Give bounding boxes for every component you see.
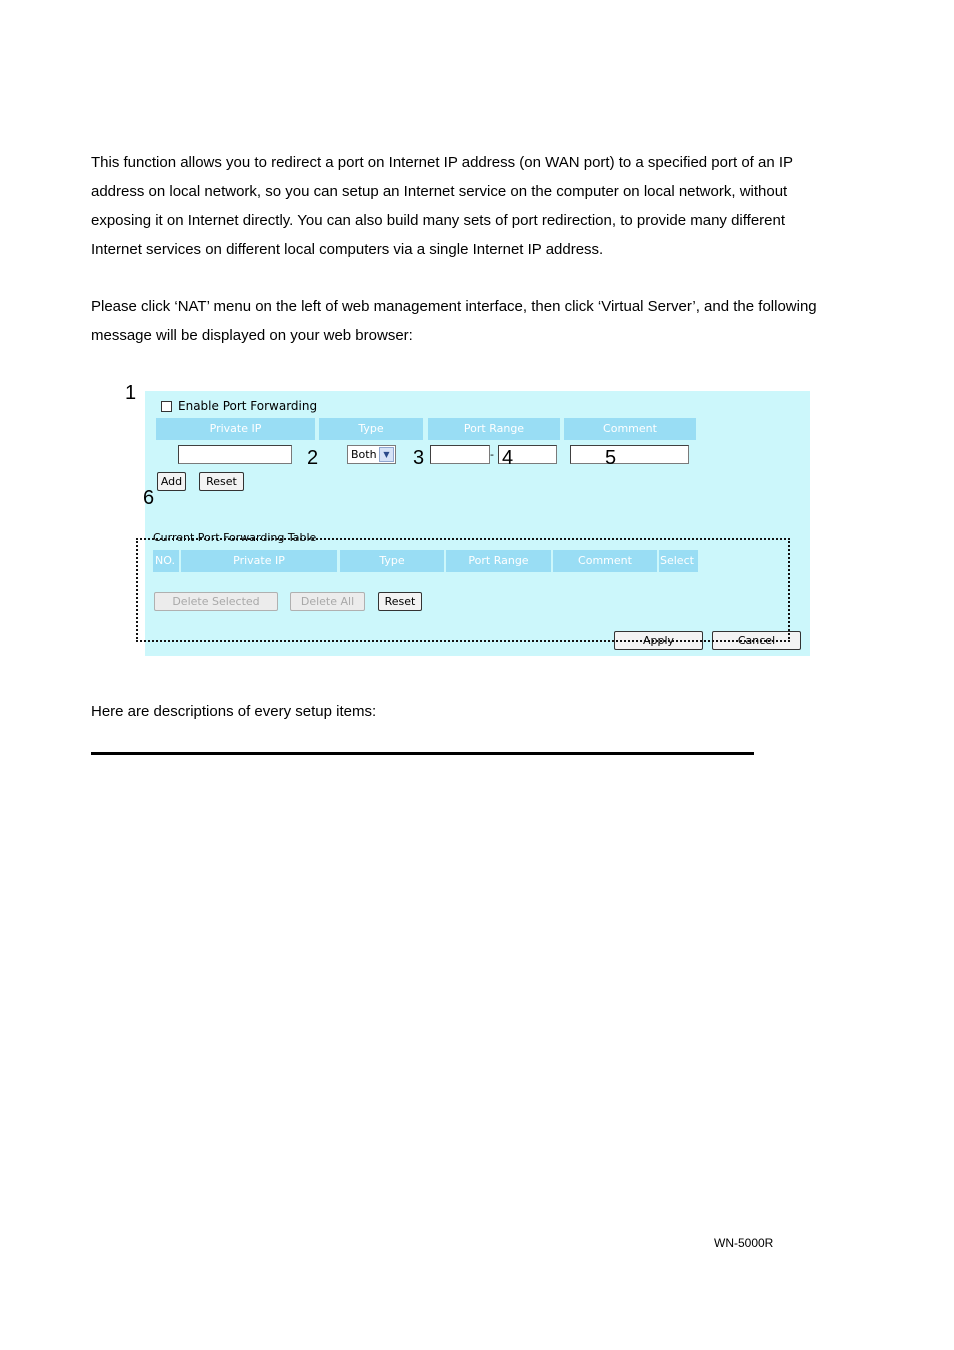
- descriptions-intro: Here are descriptions of every setup items:: [91, 703, 377, 720]
- instruction-line: Please click ‘NAT’ menu on the left of web management interface, then click ‘Virtual Server’, and the following: [91, 298, 817, 315]
- header-port-range: Port Range: [428, 418, 560, 440]
- comment-input[interactable]: [570, 445, 689, 464]
- header-type: Type: [319, 418, 423, 440]
- table-highlight-box: [136, 538, 790, 642]
- table-header-private-ip: Private IP: [181, 550, 337, 572]
- apply-button[interactable]: Apply: [614, 631, 703, 650]
- cancel-button[interactable]: Cancel: [712, 631, 801, 650]
- instruction-paragraph: [91, 292, 881, 350]
- table-reset-button[interactable]: Reset: [378, 592, 422, 611]
- callout-3: 3: [413, 447, 425, 469]
- chevron-down-icon[interactable]: ▼: [379, 447, 394, 462]
- callout-1: 1: [125, 382, 137, 404]
- callout-2: 2: [307, 447, 319, 469]
- port-separator: -: [490, 448, 494, 461]
- private-ip-input[interactable]: [178, 445, 292, 464]
- enable-port-forwarding-checkbox[interactable]: [161, 401, 172, 412]
- intro-line: address on local network, so you can setup an Internet service on the computer on local network, without: [91, 183, 788, 200]
- intro-line: This function allows you to redirect a port on Internet IP address (on WAN port) to a specified port of an IP: [91, 154, 794, 171]
- intro-line: Internet services on different local computers via a single Internet IP address.: [91, 241, 604, 258]
- callout-4: 4: [502, 447, 514, 469]
- add-button[interactable]: Add: [157, 472, 186, 491]
- type-select[interactable]: [347, 445, 396, 464]
- footer-model: WN-5000R: [714, 1236, 774, 1250]
- section-divider: [91, 752, 754, 755]
- table-header-no: NO.: [153, 550, 179, 572]
- header-private-ip: Private IP: [156, 418, 315, 440]
- header-comment: Comment: [564, 418, 696, 440]
- intro-line: exposing it on Internet directly. You can also build many sets of port redirection, to provide many different: [91, 212, 786, 229]
- table-header-port-range: Port Range: [446, 550, 551, 572]
- intro-paragraph: [91, 148, 881, 264]
- enable-port-forwarding-label: Enable Port Forwarding: [178, 399, 318, 413]
- type-select-value: Both: [351, 448, 377, 461]
- port-from-input[interactable]: [430, 445, 490, 464]
- instruction-line: message will be displayed on your web browser:: [91, 327, 413, 344]
- delete-all-button[interactable]: Delete All: [290, 592, 365, 611]
- callout-6: 6: [143, 487, 155, 509]
- table-header-type: Type: [340, 550, 444, 572]
- reset-button[interactable]: Reset: [199, 472, 244, 491]
- table-header-comment: Comment: [553, 550, 657, 572]
- table-header-select: Select: [659, 550, 698, 572]
- delete-selected-button[interactable]: Delete Selected: [154, 592, 278, 611]
- table-title: Current Port Forwarding Table: [153, 531, 317, 544]
- callout-5: 5: [605, 447, 617, 469]
